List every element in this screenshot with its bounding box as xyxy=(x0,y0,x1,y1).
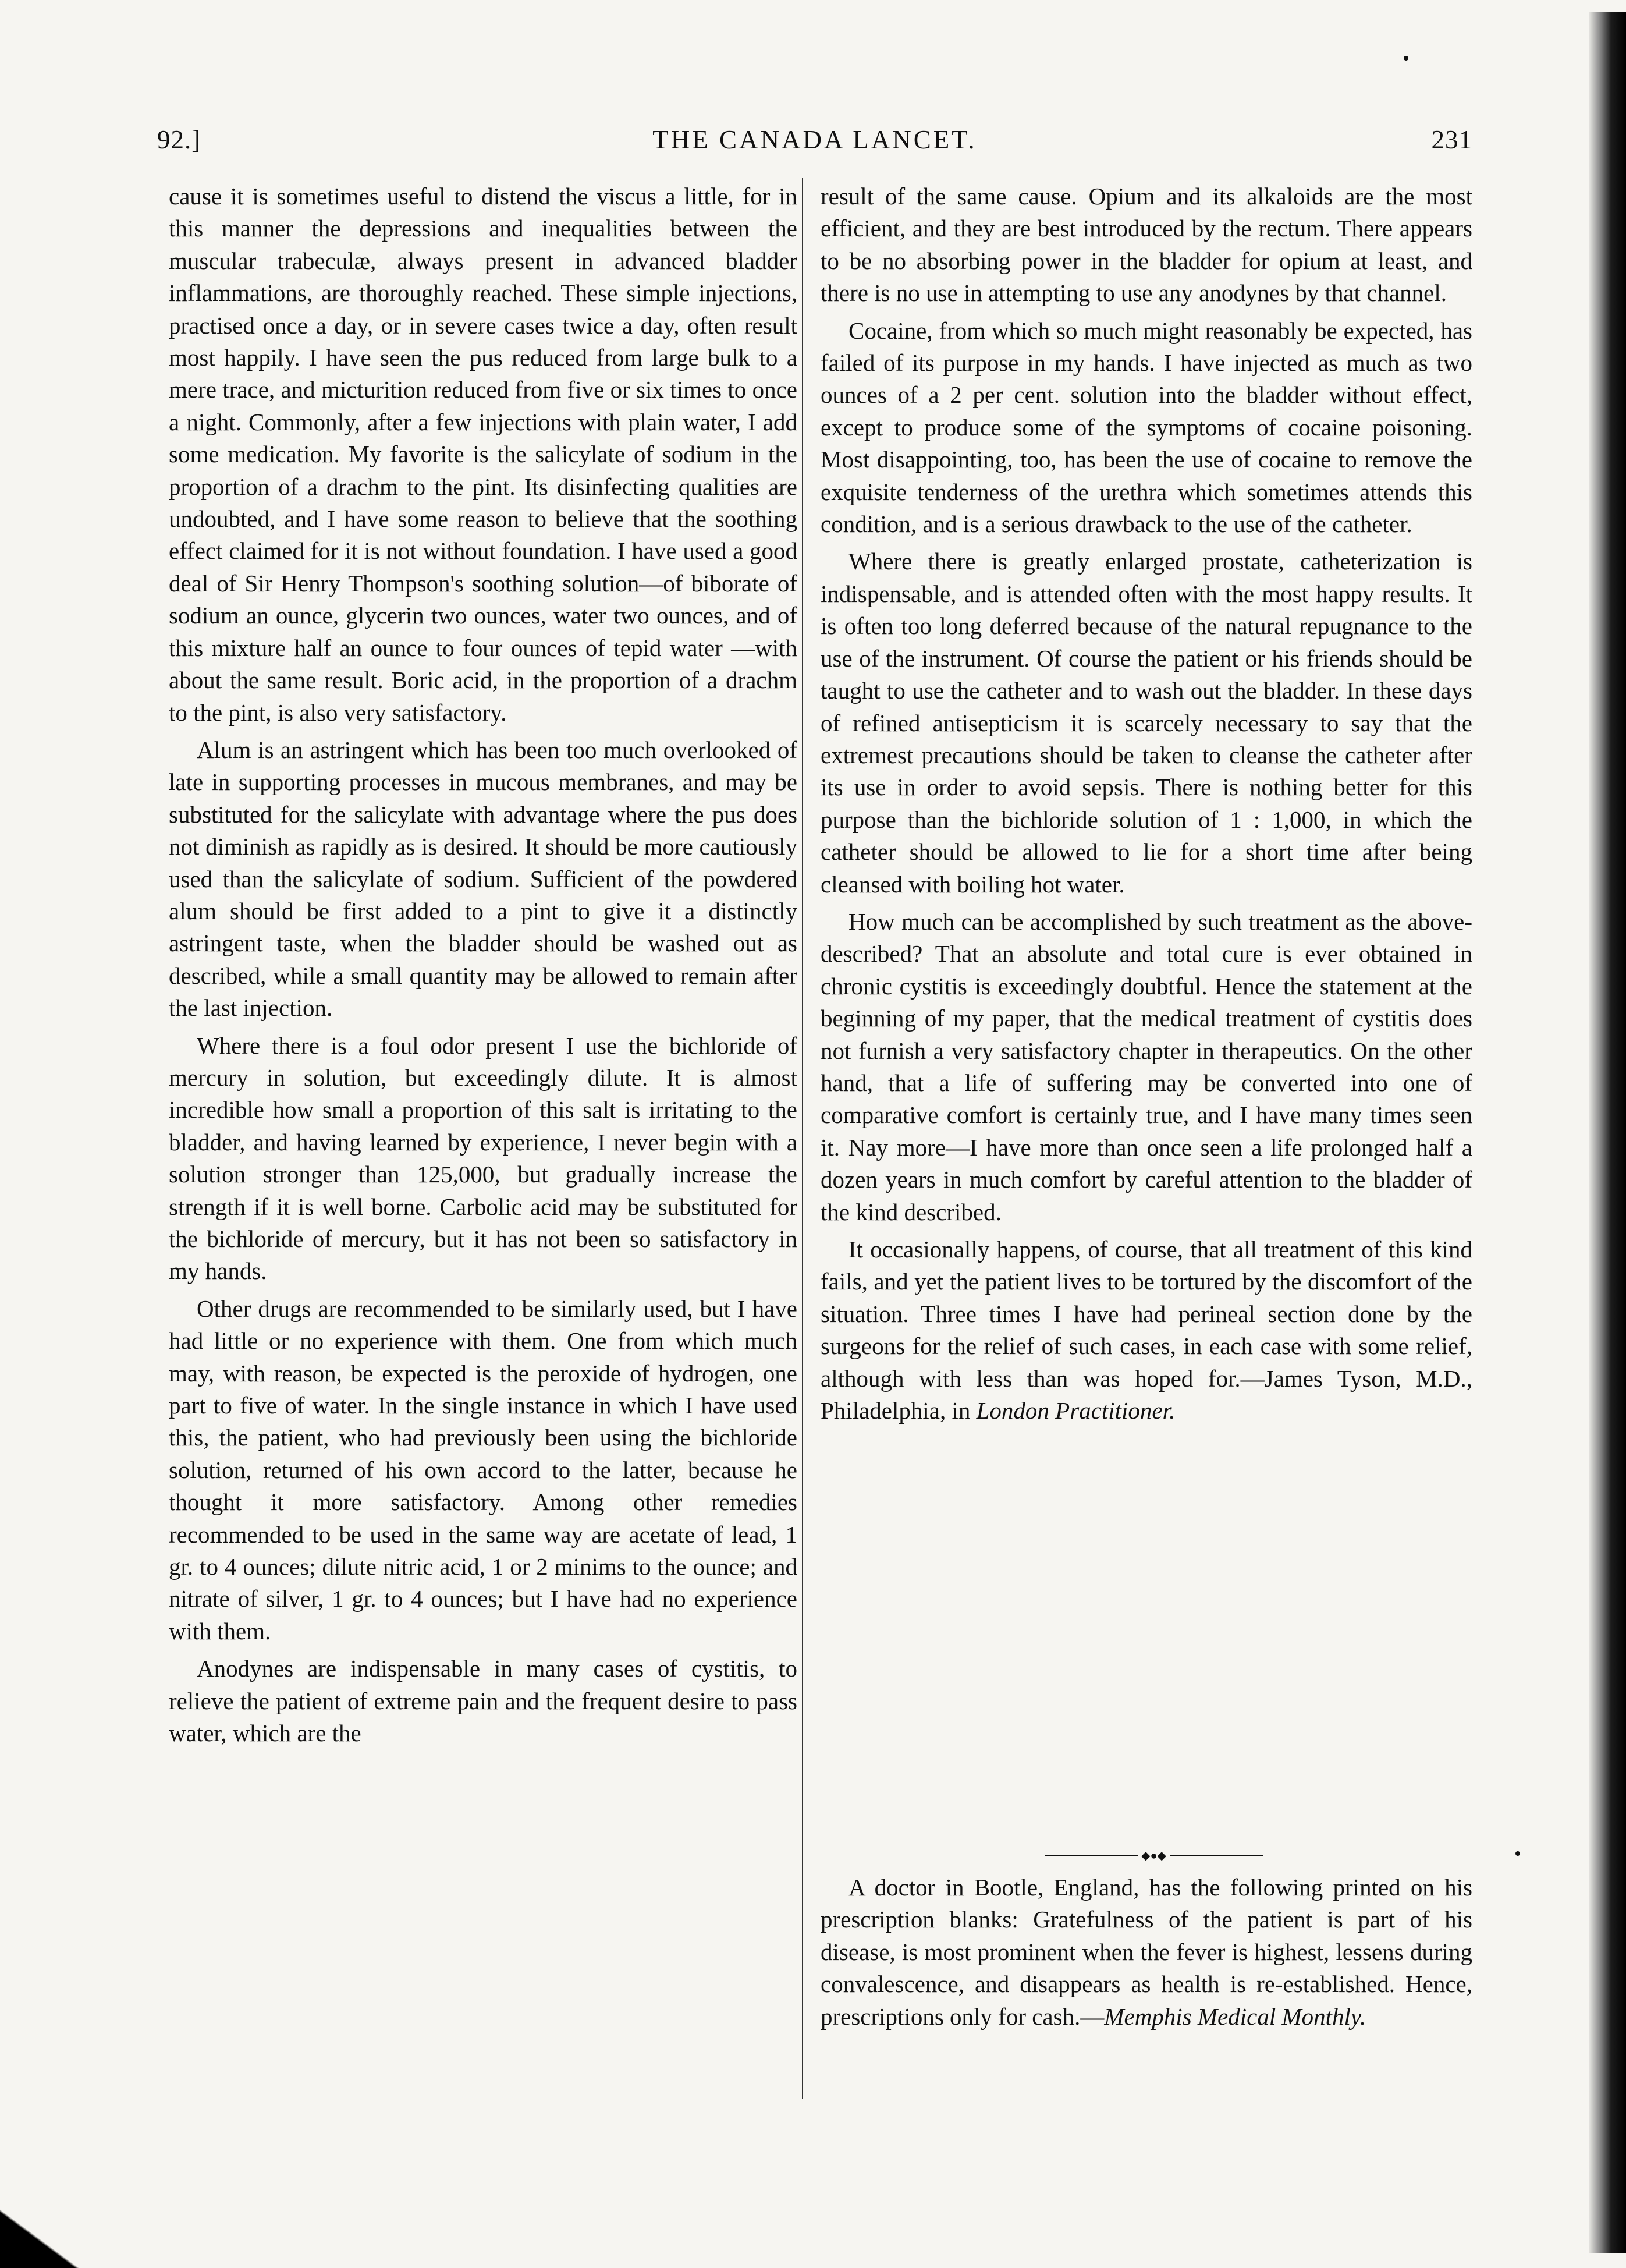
note-text: A doctor in Bootle, England, has the following printed on his prescription blanks: Gratefulness of the patient is part of his disease, is most prominent when the fever is highest, lessens during convalescence, and disappears as health is re-established. Hence, prescriptions only for cash.— xyxy=(821,1874,1472,2030)
paragraph: result of the same cause. Opium and its alkaloids are the most efficient, and they are best introduced by the rectum. There appears to be no absorbing power in the bladder for opium at least, and there is no use in attempting to use any anodynes by that channel. xyxy=(821,183,1472,307)
note-paragraph xyxy=(821,1872,1472,2033)
section-ornament xyxy=(1045,1850,1263,1862)
paragraph-text: It occasionally happens, of course, that all treatment of this kind fails, and yet the patient lives to be tortured by the discomfort of the situation. Three times I have had perineal section done by the surgeons for the relief of such cases, in each case with some relief, although with less than was hoped for.—James Tyson, M.D., Philadelphia, in xyxy=(821,1236,1472,1424)
speck xyxy=(1515,1851,1520,1856)
header-section-number: 92.] xyxy=(157,125,201,154)
paragraph: Other drugs are recommended to be similarly used, but I have had little or no experience with them. One from which much may, with reason, be expected is the peroxide of hydrogen, one part to five of water. In the single instance in which I have used this, the patient, who had previously been using the bichloride solution, returned of his own accord to the latter, because he thought it more satisfactory. Among other remedies recommended to be used in the same way are acetate of lead, 1 gr. to 4 ounces; dilute nitric acid, 1 or 2 minims to the ounce; and nitrate of silver, 1 gr. to 4 ounces; but I have had no experience with them. xyxy=(169,1295,797,1645)
ornament-rule xyxy=(1045,1855,1138,1856)
left-column xyxy=(169,180,797,1750)
paragraph: Where there is a foul odor present I use the bichloride of mercury in solution, but exceedingly dilute. It is almost incredible how small a proportion of this salt is irritating to the bladder, and having learned by experience, I never begin with a solution stronger than 125,000, but gradually increase the strength if it is well borne. Carbolic acid may be substituted for the bichloride of mercury, but it has not been so satisfactory in my hands. xyxy=(169,1032,797,1285)
note-block xyxy=(821,1872,1472,2033)
ornament-rule xyxy=(1170,1855,1263,1856)
paragraph: Alum is an astringent which has been too much overlooked of late in supporting processes in mucous membranes, and may be substituted for the salicylate with advantage where the pus does not diminish as rapidly as is desired. It should be more cautiously used than the salicylate of sodium. Sufficient of the powdered alum should be first added to a pint to give it a distinctly astringent taste, when the bladder should be washed out as described, while a small quantity may be allowed to remain after the last injection. xyxy=(169,736,797,1022)
paragraph: cause it is sometimes useful to distend the viscus a little, for in this manner the depressions and inequalities between the muscular trabeculæ, always present in advanced bladder inflammations, are thoroughly reached. These simple injections, practised once a day, or in severe cases twice a day, often result most happily. I have seen the pus reduced from large bulk to a mere trace, and micturition reduced from five or six times to once a night. Commonly, after a few injections with plain water, I add some medication. My favorite is the salicylate of sodium in the proportion of a drachm to the pint. Its disinfecting qualities are undoubted, and I have some reason to believe that the soothing effect claimed for it is not without foundation. I have used a good deal of Sir Henry Thompson's soothing solution—of biborate of sodium an ounce, glycerin two ounces, water two ounces, and of this mixture half an ounce to four ounces of tepid water —with about the same result. Boric acid, in the proportion of a drachm to the pint, is also very satisfactory. xyxy=(169,183,797,726)
paragraph: Cocaine, from which so much might reasonably be expected, has failed of its purpose in my hands. I have injected as much as two ounces of a 2 per cent. solution into the bladder without effect, except to produce some of the symptoms of cocaine poisoning. Most disappointing, too, has been the use of cocaine to remove the exquisite tenderness of the urethra which sometimes attends this condition, and is a serious drawback to the use of the catheter. xyxy=(821,317,1472,538)
paragraph: How much can be accomplished by such treatment as the above-described? That an absolute and total cure is ever obtained in chronic cystitis is exceedingly doubtful. Hence the statement at the beginning of my paper, that the medical treatment of cystitis does not furnish a very satisfactory chapter in therapeutics. On the other hand, that a life of suffering may be converted into one of comparative comfort is certainly true, and I have many times seen it. Nay more—I have more than once seen a life prolonged half a dozen years in much comfort by careful attention to the bladder of the kind described. xyxy=(821,908,1472,1225)
note-source: Memphis Medical Monthly. xyxy=(1104,2003,1366,2030)
citation: London Practitioner. xyxy=(976,1397,1176,1424)
ornament-diamonds: ◆●◆ xyxy=(1141,1849,1166,1862)
column-divider xyxy=(802,178,803,2099)
corner-scan-mark xyxy=(0,2195,99,2268)
speck xyxy=(1404,56,1408,61)
journal-title: THE CANADA LANCET. xyxy=(652,125,977,154)
right-column xyxy=(821,180,1472,1427)
binding-edge xyxy=(1589,12,1626,2253)
paragraph-with-citation xyxy=(821,1234,1472,1427)
paragraph: Where there is greatly enlarged prostate, catheterization is indispensable, and is attended often with the most happy results. It is often too long deferred because of the natural repugnance to the use of the instrument. Of course the patient or his friends should be taught to use the catheter and to wash out the bladder. In these days of refined antisepticism it is scarcely necessary to say that the extremest precautions should be taken to cleanse the catheter after its use in order to avoid sepsis. There is nothing better for this purpose than the bichloride solution of 1 : 1,000, in which the catheter should be allowed to lie for a short time after being cleansed with boiling hot water. xyxy=(821,548,1472,898)
running-header xyxy=(157,125,1472,171)
paragraph: Anodynes are indispensable in many cases of cystitis, to relieve the patient of extreme pain and the frequent desire to pass water, which are the xyxy=(169,1655,797,1747)
page-number: 231 xyxy=(1431,125,1472,154)
